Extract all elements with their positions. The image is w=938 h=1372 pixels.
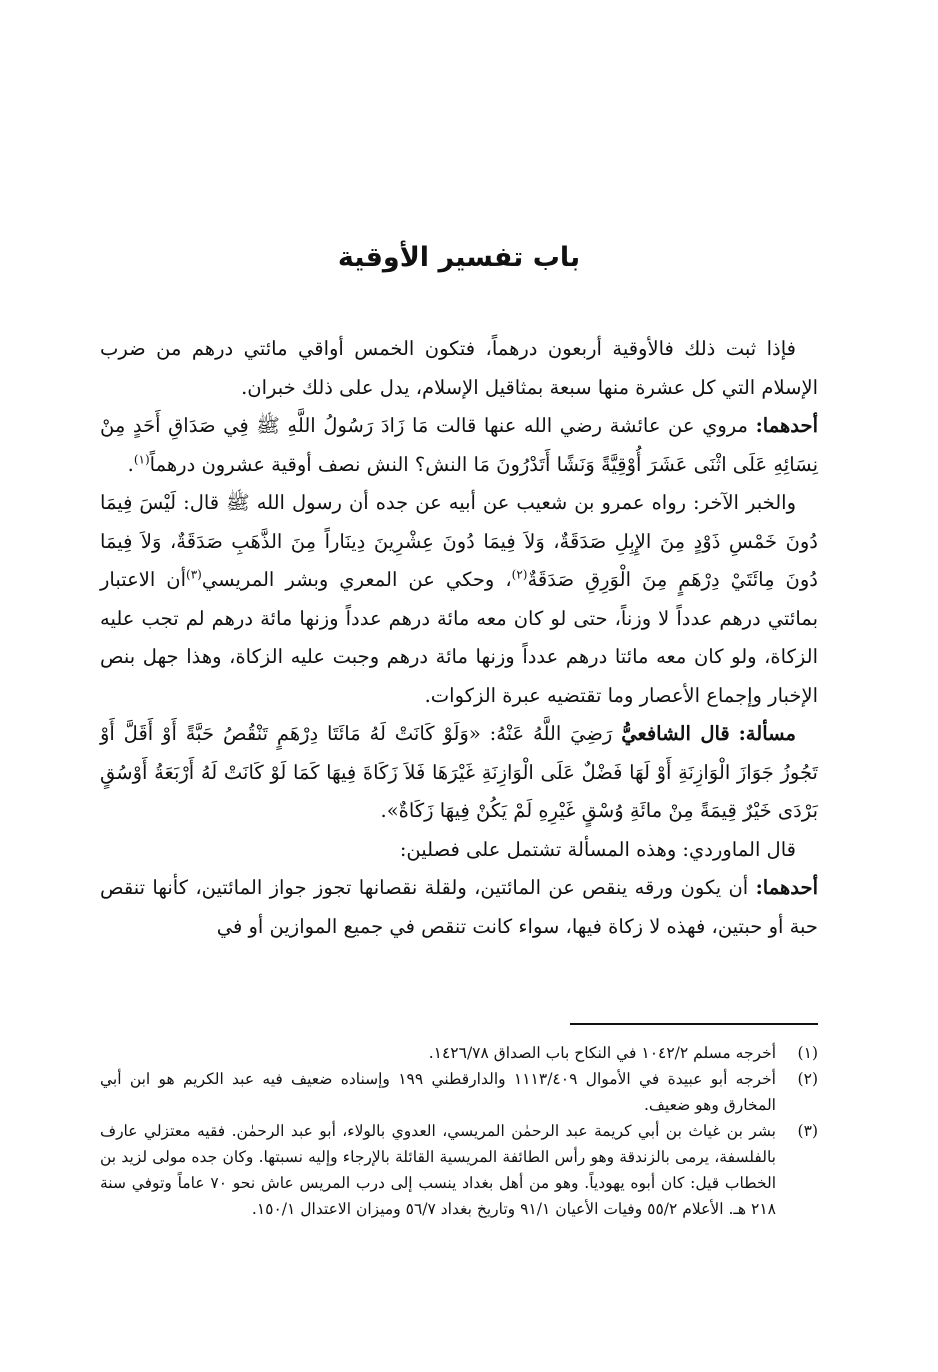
main-text [100,330,818,946]
footnote-2 [100,1066,818,1118]
paragraph-lead-shafii: قال الشافعيُّ [621,722,730,745]
paragraph-text: والخبر الآخر: رواه عمرو بن شعيب عن أبيه عن جده أن رسول الله ﷺ قال: لَيْسَ فِيمَا دُونَ خَمْسِ ذَوْدٍ مِنَ الإِبِلِ صَدَقَةٌ، وَلاَ فِيمَا دُونَ عِشْرِينَ دِينَاراً مِنَ الذَّهَبِ صَدَقَةٌ، وَلاَ فِيمَا دُونَ مِائَتَيْ دِرْهَمٍ مِنَ الْوَرِقِ صَدَقَةٌ [100,491,818,591]
paragraph-text: أن يكون ورقه ينقص عن المائتين، ولقلة نقصانها تجوز جواز المائتين، كأنها تنقص حبة أو حبتين، فهذه لا زكاة فيها، سواء كانت تنقص في جميع الموازين أو في [100,876,818,938]
paragraph-lead: أحدهما: [755,414,818,437]
footnote-ref-2[interactable]: (٢) [511,567,528,582]
paragraph-text: أن الاعتبار بمائتي درهم عدداً لا وزناً، حتى لو كان معه مائة درهم عدداً وزنها مائة درهم لم تجب عليه الزكاة، ولو كان معه مائتا درهم عدداً وزنها مائة درهم وجبت عليه الزكاة، وهذا جهل بنص الإخبار وإجماع الأعصار وما تقتضيه عبرة الزكوات. [100,568,818,707]
paragraph-mawardi: قال الماوردي: وهذه المسألة تشتمل على فصلين: [399,837,796,861]
footnote-number: (٣) [797,1122,818,1140]
footnote-text: بشر بن غياث بن أبي كريمة عبد الرحمٰن المريسي، العدوي بالولاء، أبو عبد الرحمٰن. فقيه معتزلي عارف بالفلسفة، يرمى بالزندقة وهو رأس الطائفة المريسية القائلة بالإرجاء وإليه نسبتها. وكان جده مولى لزيد بن الخطاب قيل: كان أبوه يهودياً. وهو من أهل بغداد ينسب إلى درب المريس عاش نحو ٧٠ عاماً وتوفي سنة ٢١٨ هـ. الأعلام ٥٥/٢ وفيات الأعيان ٩١/١ وتاريخ بغداد ٥٦/٧ وميزان الاعتدال ١٥٠/١. [100,1122,777,1218]
paragraph-intro: فإذا ثبت ذلك فالأوقية أربعون درهماً، فتكون الخمس أواقي مائتي درهم من ضرب الإسلام التي كل عشرة منها سبعة بمثاقيل الإسلام، يدل على ذلك خبران. [100,337,818,399]
footnote-text: أخرجه أبو عبيدة في الأموال ١١١٣/٤٠٩ والدارقطني ١٩٩ وإسناده ضعيف فيه عبد الكريم هو ابن أبي المخارق وهو ضعيف. [100,1070,776,1114]
paragraph-text: رَضِيَ اللَّهُ عَنْهُ: «وَلَوْ كَانَتْ لَهُ مَائَتَا دِرْهَمٍ تَنْقُصُ حَبَّةً أَوْ أَقَلَّ أَوْ تَجُوزُ جَوَازَ الْوَازِنَةِ أَوْ لَهَا فَضْلٌ عَلَى الْوَازِنَةِ غَيْرَهَا فَلاَ زَكَاةَ فِيهَا كَمَا لَوْ كَانَتْ لَهُ أَرْبَعَةُ أَوْسُقٍ بَرْدَى خَيْرٌ قِيمَةً مِنْ مائَةِ وُسْقٍ غَيْرِهِ لَمْ يَكُنْ فِيهَا زَكَاةٌ». [100,722,818,822]
chapter-title: باب تفسير الأوقية [337,242,581,273]
footnote-1 [100,1040,818,1066]
footnote-divider [570,1023,818,1025]
paragraph-masala [100,715,818,831]
book-page [100,0,818,1372]
paragraph-text: ، وحكي عن المعري وبشر المريسي [201,568,512,591]
paragraph-second-hadith [100,484,818,715]
paragraph-first-hadith [100,407,818,484]
footnotes [100,1040,818,1222]
footnote-ref-1[interactable]: (١) [133,452,150,466]
footnote-number: (١) [797,1044,818,1062]
paragraph-first-section [100,869,818,946]
paragraph-lead: مسألة: [738,722,796,745]
footnote-text: أخرجه مسلم ١٠٤٢/٢ في النكاح باب الصداق ١٤٢٦/٧٨. [428,1044,776,1062]
footnote-3 [100,1118,818,1222]
footnote-number: (٢) [797,1070,818,1088]
paragraph-lead: أحدهما: [755,876,818,899]
paragraph-text: مروي عن عائشة رضي الله عنها قالت مَا زَادَ رَسُولُ اللَّهِ ﷺ فِي صَدَاقِ أَحَدٍ مِنْ نِسَائِهِ عَلَى اثْنَى عَشَرَ أُوْقِيَّةً وَنَشًا أَتَدْرُونَ مَا النش؟ النش نصف أوقية عشرون درهماً [100,414,818,476]
footnote-ref-3[interactable]: (٣) [186,567,202,582]
paragraph-end: . [127,452,134,476]
